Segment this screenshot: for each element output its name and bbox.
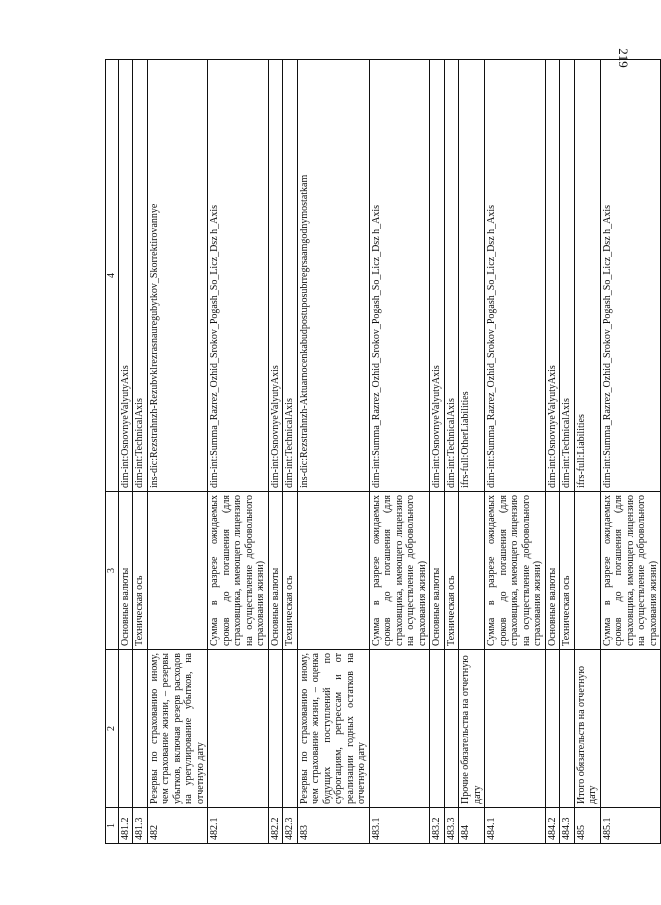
table-row — [133, 60, 148, 844]
row-code: 484 — [459, 808, 485, 844]
row-code: 482.1 — [208, 808, 269, 844]
row-value: dim-int:Summa_Razrez_Ozhid_Srokov_Pogash_So_Licz_Dsz h_Axis — [600, 60, 661, 492]
row-code: 481.2 — [118, 808, 133, 844]
row-value: dim-int:TechnicalAxis — [444, 60, 459, 492]
row-code: 485 — [574, 808, 600, 844]
row-name — [268, 650, 283, 808]
header-col-4: 4 — [106, 60, 119, 492]
row-name — [369, 650, 430, 808]
table-row — [147, 60, 208, 844]
table-row — [560, 60, 575, 844]
table-row — [297, 60, 369, 844]
row-name — [283, 650, 298, 808]
row-attr — [459, 492, 485, 650]
row-attr: Техническая ось — [283, 492, 298, 650]
row-attr: Техническая ось — [133, 492, 148, 650]
row-code: 482.3 — [283, 808, 298, 844]
row-name — [560, 650, 575, 808]
row-name — [600, 650, 661, 808]
table-row — [208, 60, 269, 844]
row-name — [118, 650, 133, 808]
row-code: 484.2 — [545, 808, 560, 844]
row-code: 483 — [297, 808, 369, 844]
row-attr — [574, 492, 600, 650]
row-attr: Сумма в разрезе ожидаемых сроков до погашения (для страховщика, имеющего лицензию на осуществление добровольного страхования жизни) — [485, 492, 546, 650]
table-row — [268, 60, 283, 844]
row-code: 482.2 — [268, 808, 283, 844]
row-code: 481.3 — [133, 808, 148, 844]
row-value: ifrs-full:OtherLiabilities — [459, 60, 485, 492]
header-col-1: 1 — [106, 808, 119, 844]
row-value: dim-int:OsnovnyeValyutyAxis — [545, 60, 560, 492]
table-row — [600, 60, 661, 844]
row-attr: Сумма в разрезе ожидаемых сроков до погашения (для страховщика, имеющего лицензию на осуществление добровольного страхования жизни) — [208, 492, 269, 650]
row-attr: Основные валюты — [118, 492, 133, 650]
row-name — [485, 650, 546, 808]
row-value: dim-int:Summa_Razrez_Ozhid_Srokov_Pogash_So_Licz_Dsz h_Axis — [208, 60, 269, 492]
row-value: dim-int:Summa_Razrez_Ozhid_Srokov_Pogash_So_Licz_Dsz h_Axis — [369, 60, 430, 492]
row-attr: Сумма в разрезе ожидаемых сроков до погашения (для страховщика, имеющего лицензию на осуществление добровольного страхования жизни) — [369, 492, 430, 650]
header-col-2: 2 — [106, 650, 119, 808]
row-code: 484.1 — [485, 808, 546, 844]
data-table — [105, 59, 661, 844]
row-attr: Техническая ось — [444, 492, 459, 650]
table-row — [485, 60, 546, 844]
row-value: dim-int:OsnovnyeValyutyAxis — [118, 60, 133, 492]
table-row — [430, 60, 445, 844]
row-code: 483.1 — [369, 808, 430, 844]
row-name: Резервы по страхованию иному, чем страхование жизни, – резервы убытков, включая резерв расходов на урегулирование убытков, на отчетную дату — [147, 650, 208, 808]
table-row — [283, 60, 298, 844]
row-name: Итого обязательств на отчетную дату — [574, 650, 600, 808]
row-name — [545, 650, 560, 808]
row-attr — [147, 492, 208, 650]
row-attr: Основные валюты — [268, 492, 283, 650]
row-value: dim-int:Summa_Razrez_Ozhid_Srokov_Pogash_So_Licz_Dsz h_Axis — [485, 60, 546, 492]
row-value: dim-int:TechnicalAxis — [283, 60, 298, 492]
row-value: dim-int:TechnicalAxis — [560, 60, 575, 492]
row-attr — [297, 492, 369, 650]
header-col-3: 3 — [106, 492, 119, 650]
row-value: ins-dic:Rezstrahnzh-Aktuarnocenkabudpostuposubrregrsaamgodnymostatkam — [297, 60, 369, 492]
row-code: 485.1 — [600, 808, 661, 844]
row-code: 483.2 — [430, 808, 445, 844]
row-value: dim-int:OsnovnyeValyutyAxis — [268, 60, 283, 492]
table-row — [545, 60, 560, 844]
table-row — [574, 60, 600, 844]
row-name — [208, 650, 269, 808]
row-value: ins-dic:Rezstrahnzh-Rezubvklrezrasnauregubytkov_Skorrektirovannye — [147, 60, 208, 492]
table-row — [444, 60, 459, 844]
row-code: 483.3 — [444, 808, 459, 844]
row-attr: Техническая ось — [560, 492, 575, 650]
row-name — [133, 650, 148, 808]
row-name — [430, 650, 445, 808]
row-name: Прочие обязательства на отчетную дату — [459, 650, 485, 808]
row-value: dim-int:TechnicalAxis — [133, 60, 148, 492]
row-value: dim-int:OsnovnyeValyutyAxis — [430, 60, 445, 492]
table-row — [118, 60, 133, 844]
rotated-table-container — [105, 60, 659, 844]
row-attr: Сумма в разрезе ожидаемых сроков до погашения (для страховщика, имеющего лицензию на осуществление добровольного страхования жизни) — [600, 492, 661, 650]
table-row — [459, 60, 485, 844]
row-name: Резервы по страхованию иному, чем страхование жизни, – оценка будущих поступлений по суброгациям, регрессам и от реализации годных остатков на отчетную дату — [297, 650, 369, 808]
row-name — [444, 650, 459, 808]
row-value: ifrs-full:Liabilities — [574, 60, 600, 492]
row-attr: Основные валюты — [545, 492, 560, 650]
row-code: 482 — [147, 808, 208, 844]
row-attr: Основные валюты — [430, 492, 445, 650]
table-row — [369, 60, 430, 844]
row-code: 484.3 — [560, 808, 575, 844]
page-number: 219 — [615, 48, 631, 68]
table-header-row — [106, 60, 119, 844]
